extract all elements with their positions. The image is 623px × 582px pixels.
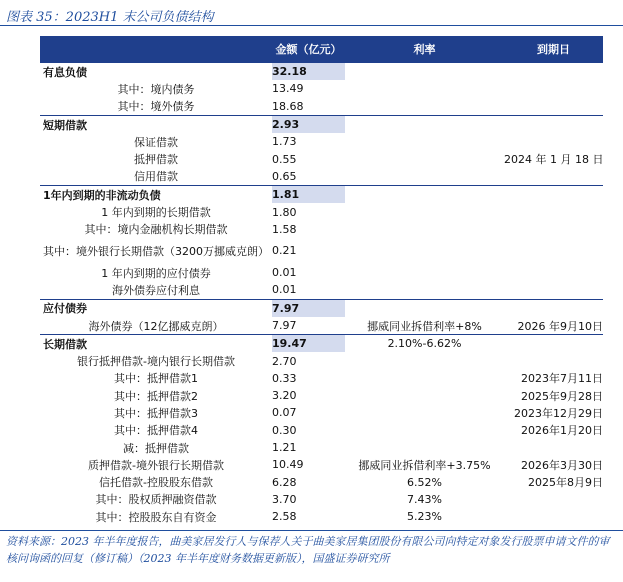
row-name: 其中：抵押借款4	[114, 424, 198, 438]
row-rate	[345, 370, 504, 387]
table-row	[40, 98, 603, 116]
row-amount: 7.97	[272, 319, 297, 332]
row-name: 1 年内到期的应付债券	[101, 266, 211, 280]
row-amount: 1.73	[272, 135, 297, 149]
table-row	[40, 264, 603, 281]
row-rate	[345, 203, 504, 220]
table-row	[40, 203, 603, 220]
table-row	[40, 439, 603, 456]
row-amount: 2.93	[272, 115, 345, 133]
row-rate	[345, 352, 504, 369]
row-rate	[345, 63, 504, 81]
row-due	[504, 186, 603, 204]
row-amount: 1.81	[272, 186, 345, 204]
table-row	[40, 422, 603, 439]
header-name	[40, 36, 272, 63]
row-due	[504, 115, 603, 133]
row-due	[504, 221, 603, 238]
row-due	[504, 133, 603, 150]
row-rate: 7.43%	[407, 492, 442, 506]
table-row	[40, 387, 603, 404]
row-rate	[345, 404, 504, 421]
source-divider	[0, 530, 623, 531]
row-name: 减：抵押借款	[123, 441, 189, 455]
row-rate	[345, 264, 504, 281]
row-due: 2025年9月28日	[521, 389, 603, 403]
row-name: 其中：抵押借款1	[114, 372, 198, 386]
row-amount: 13.49	[272, 82, 304, 96]
row-rate: 2.10%-6.62%	[345, 335, 504, 353]
row-amount: 0.21	[272, 244, 297, 258]
table-row	[40, 281, 603, 299]
row-name: 1 年内到期的长期借款	[101, 206, 211, 220]
row-name: 其中：境内债务	[117, 82, 195, 96]
row-amount: 32.18	[272, 63, 345, 81]
row-name: 信托借款-控股股东借款	[99, 476, 213, 490]
row-name: 其中：股权质押融资借款	[95, 493, 217, 507]
row-amount: 0.01	[272, 283, 297, 297]
figure-title: 图表 35：2023H1 末公司负债结构	[6, 10, 214, 25]
row-due	[504, 299, 603, 317]
row-due	[504, 168, 603, 186]
row-name: 银行抵押借款-境内银行长期借款	[77, 355, 235, 369]
row-rate	[345, 133, 504, 150]
row-amount: 19.47	[272, 335, 345, 353]
row-due	[504, 352, 603, 369]
table-row	[40, 456, 603, 473]
row-name: 其中：境内金融机构长期借款	[84, 223, 228, 237]
row-rate	[345, 238, 504, 264]
row-rate: 挪威同业拆借利率+3.75%	[358, 458, 491, 472]
row-name: 质押借款-境外银行长期借款	[88, 458, 224, 472]
row-rate	[345, 98, 504, 116]
row-amount: 0.33	[272, 371, 297, 385]
source-note: 资料来源：2023 年半年度报告，曲美家居发行人与保荐人关于曲美家居集团股份有限公司向特定对象发行股票申请文件的审核问询函的回复（修订稿）（2023 年半年度财务数据更新版），国盛证券研究所	[6, 535, 610, 565]
table-row	[40, 352, 603, 369]
row-name: 长期借款	[40, 335, 272, 353]
row-rate: 6.52%	[407, 475, 442, 489]
row-amount: 1.21	[272, 441, 297, 455]
header-rate: 利率	[345, 36, 504, 63]
header-amount: 金额（亿元）	[272, 36, 345, 63]
row-amount: 0.01	[272, 266, 297, 280]
row-due	[504, 335, 603, 353]
row-name: 信用借款	[134, 170, 178, 184]
table-row	[40, 404, 603, 421]
table-row	[40, 238, 603, 264]
row-name: 其中：抵押借款3	[114, 406, 198, 420]
row-rate: 5.23%	[407, 510, 442, 524]
row-due: 2023年12月29日	[514, 406, 603, 420]
table-row	[40, 80, 603, 97]
table-row	[40, 335, 603, 353]
row-rate	[345, 422, 504, 439]
row-due: 2025年8月9日	[528, 476, 603, 490]
row-amount: 2.58	[272, 510, 297, 524]
table-row	[40, 491, 603, 508]
row-rate	[345, 221, 504, 238]
row-name: 其中：境外银行长期借款（3200万挪威克朗）	[43, 244, 269, 258]
row-name: 应付债券	[40, 299, 272, 317]
table-row	[40, 299, 603, 317]
row-due	[504, 508, 603, 525]
header-due: 到期日	[504, 36, 603, 63]
row-due	[504, 98, 603, 116]
table-body	[40, 63, 603, 526]
row-rate	[345, 299, 504, 317]
row-due	[504, 203, 603, 220]
row-due	[504, 238, 603, 264]
row-name: 其中：抵押借款2	[114, 389, 198, 403]
row-rate	[345, 150, 504, 167]
row-amount: 6.28	[272, 475, 297, 489]
row-rate	[345, 80, 504, 97]
row-amount: 3.70	[272, 492, 297, 506]
row-name: 1年内到期的非流动负债	[40, 186, 272, 204]
table-row	[40, 474, 603, 491]
table-row	[40, 168, 603, 186]
row-rate	[345, 115, 504, 133]
row-name: 短期借款	[40, 115, 272, 133]
row-due	[504, 264, 603, 281]
table-row	[40, 150, 603, 167]
table-row	[40, 186, 603, 204]
row-rate	[345, 439, 504, 456]
table-row	[40, 370, 603, 387]
row-amount: 18.68	[272, 99, 304, 113]
row-name: 有息负债	[40, 63, 272, 81]
row-amount: 2.70	[272, 354, 297, 368]
row-amount: 3.20	[272, 389, 297, 403]
row-name: 海外债券应付利息	[112, 283, 200, 297]
row-rate	[345, 387, 504, 404]
table-row	[40, 133, 603, 150]
row-name: 其中：控股股东自有资金	[95, 510, 217, 524]
row-amount: 0.30	[272, 423, 297, 437]
row-due: 2026 年9月10日	[517, 319, 603, 333]
row-amount: 10.49	[272, 458, 304, 472]
row-due: 2026年3月30日	[521, 458, 603, 472]
row-due: 2026年1月20日	[521, 424, 603, 438]
row-amount: 1.80	[272, 205, 297, 219]
row-name: 海外债券（12亿挪威克朗）	[88, 319, 224, 333]
row-name: 抵押借款	[134, 153, 178, 167]
table-row	[40, 221, 603, 238]
row-amount: 0.07	[272, 406, 297, 420]
debt-structure-table	[40, 36, 603, 525]
table-row	[40, 115, 603, 133]
row-amount: 0.55	[272, 152, 297, 166]
row-rate	[345, 281, 504, 299]
row-name: 保证借款	[134, 135, 178, 149]
table-row	[40, 508, 603, 525]
row-rate	[345, 186, 504, 204]
title-divider	[0, 25, 623, 26]
row-due	[504, 63, 603, 81]
row-due	[504, 281, 603, 299]
row-rate	[345, 168, 504, 186]
table-header-row	[40, 36, 603, 63]
row-due	[504, 439, 603, 456]
row-due	[504, 491, 603, 508]
table-row	[40, 63, 603, 81]
row-rate: 挪威同业拆借利率+8%	[367, 319, 482, 333]
row-name: 其中：境外债务	[117, 100, 195, 114]
table-row	[40, 317, 603, 335]
row-due: 2023年7月11日	[521, 372, 603, 386]
row-due: 2024 年 1 月 18 日	[504, 153, 603, 167]
row-amount: 7.97	[272, 299, 345, 317]
row-amount: 1.58	[272, 222, 297, 236]
row-amount: 0.65	[272, 169, 297, 183]
row-due	[504, 80, 603, 97]
